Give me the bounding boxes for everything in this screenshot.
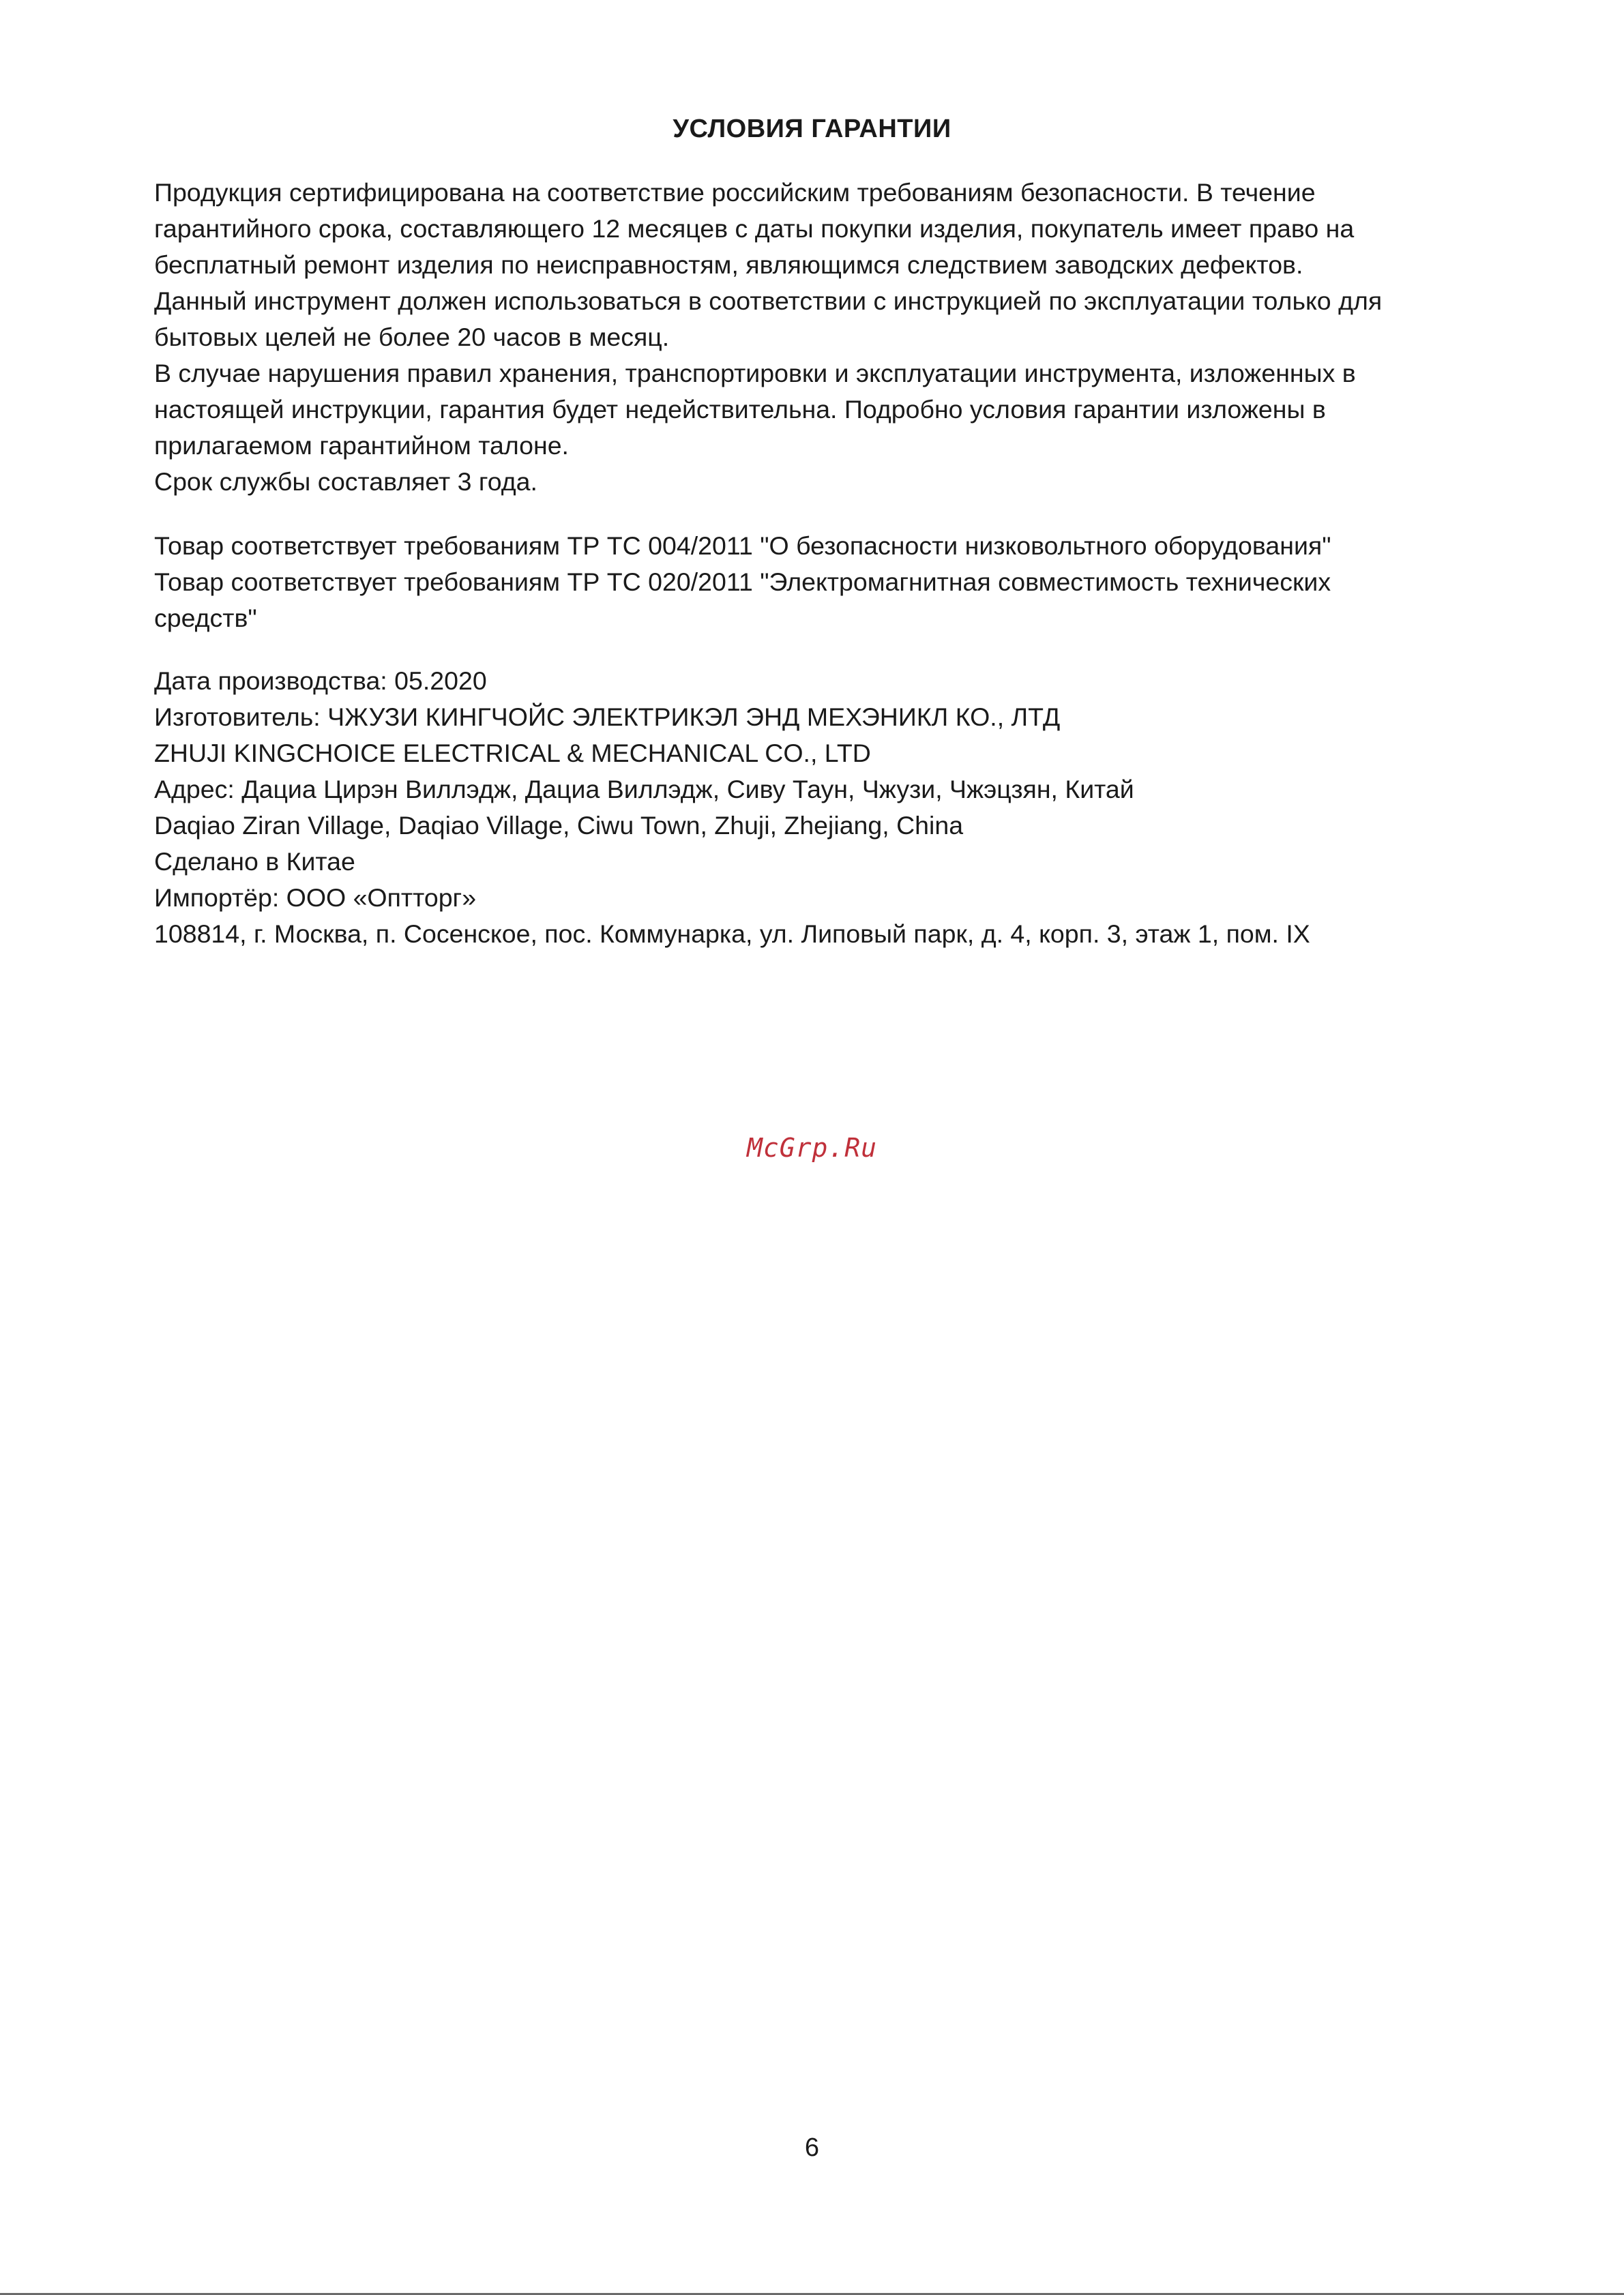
manufacturer-block [154, 663, 1505, 952]
warranty-line: В случае нарушения правил хранения, транспортировки и эксплуатации инструмента, изложенных в [154, 359, 1356, 387]
service-life-line: Срок службы составляет 3 года. [154, 467, 537, 496]
manufacturer-address-en: Daqiao Ziran Village, Daqiao Village, Ciwu Town, Zhuji, Zhejiang, China [154, 811, 964, 840]
watermark: McGrp.Ru [746, 1133, 878, 1163]
production-date: Дата производства: 05.2020 [154, 666, 487, 695]
manufacturer-address-ru: Адрес: Дациа Цирэн Виллэдж, Дациа Виллэдж, Сиву Таун, Чжузи, Чжэцзян, Китай [154, 775, 1134, 803]
compliance-line: средств" [154, 604, 257, 632]
warranty-line: гарантийного срока, составляющего 12 месяцев с даты покупки изделия, покупатель имеет право на [154, 214, 1355, 243]
page-title: УСЛОВИЯ ГАРАНТИИ [673, 115, 951, 143]
country-of-origin: Сделано в Китае [154, 847, 355, 876]
warranty-line: Продукция сертифицирована на соответствие российским требованиям безопасности. В течение [154, 178, 1316, 207]
warranty-line: прилагаемом гарантийном талоне. [154, 431, 569, 460]
warranty-line: бытовых целей не более 20 часов в месяц. [154, 323, 670, 351]
warranty-line: настоящей инструкции, гарантия будет недействительна. Подробно условия гарантии изложены в [154, 395, 1326, 424]
page-number: 6 [804, 2133, 820, 2162]
warranty-terms-block [154, 175, 1505, 500]
manufacturer-name-en: ZHUJI KINGCHOICE ELECTRICAL & MECHANICAL CO., LTD [154, 739, 871, 767]
compliance-line: Товар соответствует требованиям ТР ТС 020/2011 "Электромагнитная совместимость технических [154, 567, 1331, 596]
manufacturer-name-ru: Изготовитель: ЧЖУЗИ КИНГЧОЙС ЭЛЕКТРИКЭЛ ЭНД МЕХЭНИКЛ КО., ЛТД [154, 702, 1061, 731]
warranty-line: Данный инструмент должен использоваться в соответствии с инструкцией по эксплуатации только для [154, 286, 1383, 315]
warranty-line: бесплатный ремонт изделия по неисправностям, являющимся следствием заводских дефектов. [154, 250, 1303, 279]
importer-name: Импортёр: ООО «Оптторг» [154, 883, 477, 912]
compliance-line: Товар соответствует требованиям ТР ТС 004/2011 "О безопасности низковольтного оборудования" [154, 531, 1331, 560]
importer-address: 108814, г. Москва, п. Сосенское, пос. Коммунарка, ул. Липовый парк, д. 4, корп. 3, этаж 1, пом. IX [154, 919, 1310, 948]
compliance-block [154, 528, 1505, 636]
